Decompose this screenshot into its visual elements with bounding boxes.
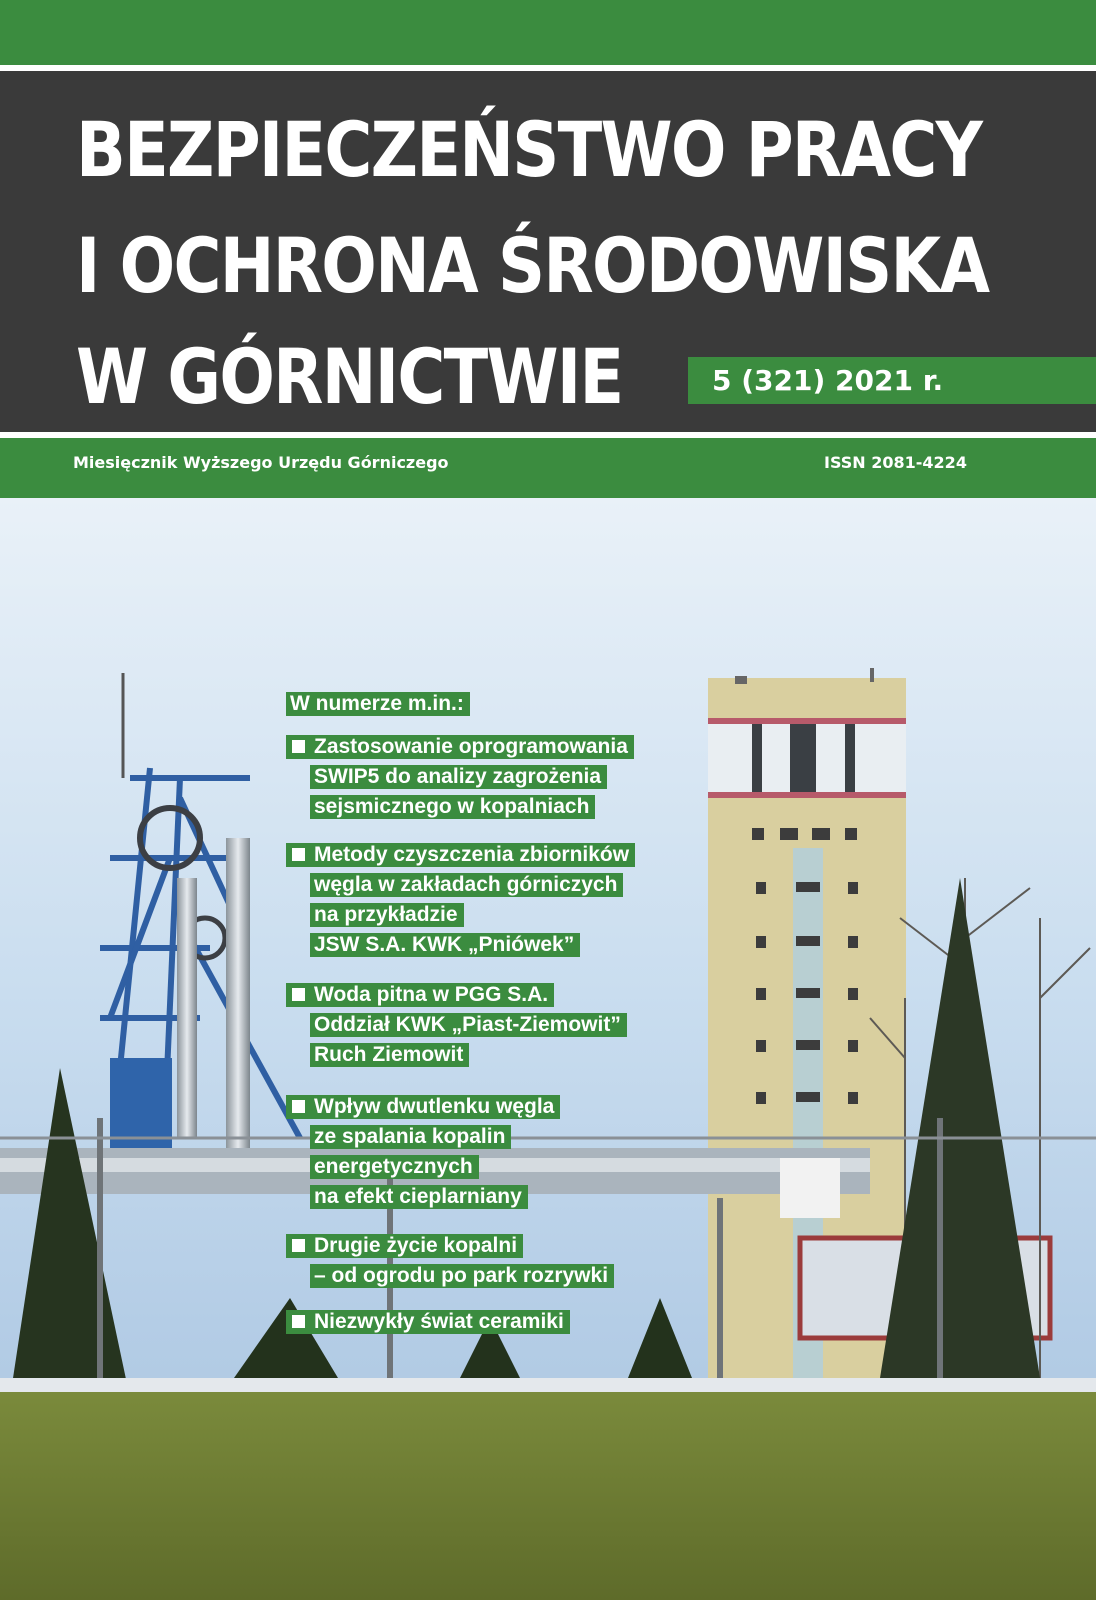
contents-heading: W numerze m.in.: bbox=[286, 692, 470, 716]
contents-item-line: JSW S.A. KWK „Pniówek” bbox=[310, 933, 580, 957]
issn-number: ISSN 2081-4224 bbox=[824, 453, 967, 472]
contents-item-line: SWIP5 do analizy zagrożenia bbox=[310, 765, 607, 789]
contents-item-line: – od ogrodu po park rozrywki bbox=[310, 1264, 614, 1288]
contents-item-line: energetycznych bbox=[310, 1155, 479, 1179]
journal-title-line-3: W GÓRNICTWIE bbox=[76, 332, 623, 421]
top-green-band bbox=[0, 0, 1096, 65]
issue-number-badge: 5 (321) 2021 r. bbox=[688, 357, 1096, 404]
contents-item-line: ze spalania kopalin bbox=[310, 1125, 511, 1149]
contents-item-line: Zastosowanie oprogramowania bbox=[310, 735, 634, 759]
contents-item-line: Drugie życie kopalni bbox=[310, 1234, 523, 1258]
contents-item-line: sejsmicznego w kopalniach bbox=[310, 795, 595, 819]
contents-item-line: Metody czyszczenia zbiorników bbox=[310, 843, 635, 867]
bullet-square-icon bbox=[292, 1315, 305, 1328]
contents-item-line: Woda pitna w PGG S.A. bbox=[310, 983, 554, 1007]
journal-title-line-1: BEZPIECZEŃSTWO PRACY bbox=[76, 105, 982, 194]
bullet-square-icon bbox=[292, 1100, 305, 1113]
cover-photo-mine-shaft bbox=[0, 498, 1096, 1600]
bullet-square-icon bbox=[292, 1239, 305, 1252]
contents-item-line: węgla w zakładach górniczych bbox=[310, 873, 623, 897]
contents-item-line: na przykładzie bbox=[310, 903, 464, 927]
journal-title-line-2: I OCHRONA ŚRODOWISKA bbox=[76, 221, 989, 310]
bullet-square-icon bbox=[292, 988, 305, 1001]
contents-item-line: Wpływ dwutlenku węgla bbox=[310, 1095, 560, 1119]
bullet-square-icon bbox=[292, 848, 305, 861]
contents-item-line: Oddział KWK „Piast-Ziemowit” bbox=[310, 1013, 627, 1037]
bullet-square-icon bbox=[292, 740, 305, 753]
contents-item-line: na efekt cieplarniany bbox=[310, 1185, 528, 1209]
contents-item-line: Ruch Ziemowit bbox=[310, 1043, 469, 1067]
contents-item-line: Niezwykły świat ceramiki bbox=[310, 1310, 570, 1334]
publisher-subtitle: Miesięcznik Wyższego Urzędu Górniczego bbox=[73, 453, 449, 472]
